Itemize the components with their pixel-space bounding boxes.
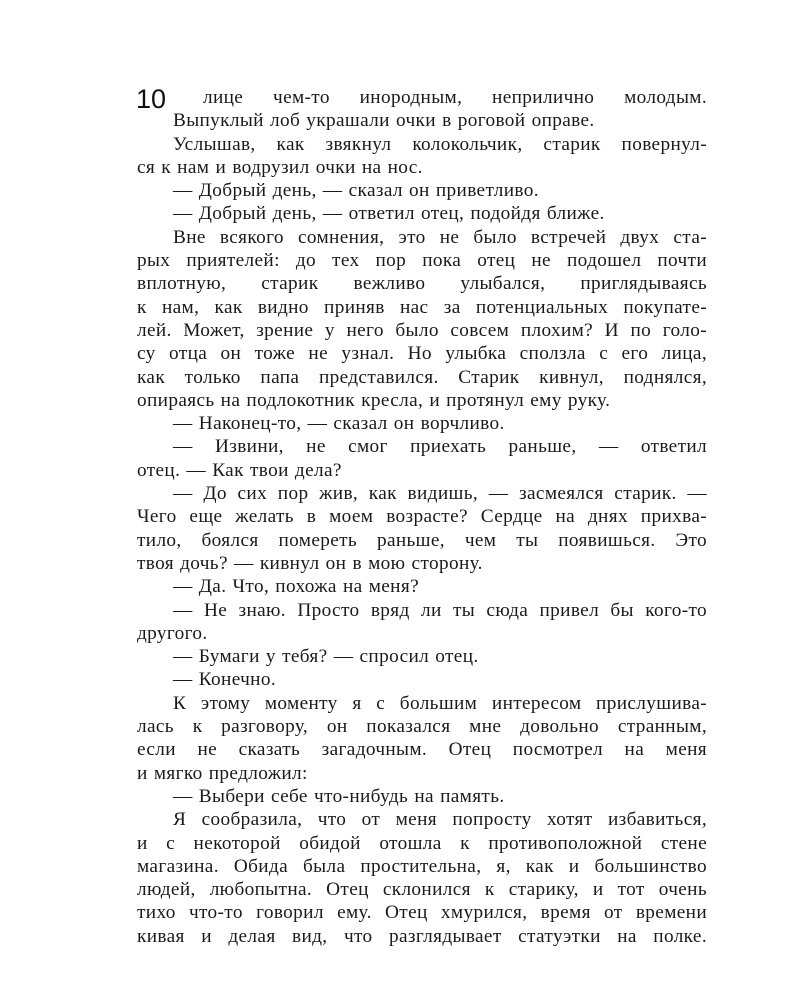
text-line: лице чем-то инородным, неприлично молодым. [203, 87, 707, 108]
text-line: К этому моменту я с большим интересом прислушива- [173, 692, 707, 714]
text-line: Услышав, как звякнул колокольчик, старик повернул- [173, 133, 707, 155]
text-line: лась к разговору, он показался мне довольно странным, [137, 716, 707, 738]
text-line: Выпуклый лоб украшали очки в роговой оправе. [173, 110, 595, 132]
text-line: лей. Может, зрение у него было совсем плохим? И по голо- [137, 319, 707, 341]
text-line: су отца он тоже не узнал. Но улыбка сползла с его лица, [137, 343, 707, 365]
text-line: опираясь на подлокотник кресла, и протянул ему руку. [137, 389, 611, 411]
text-line: другого. [137, 622, 208, 644]
text-line: ся к нам и водрузил очки на нос. [137, 156, 423, 178]
page-number: 10 [136, 84, 167, 114]
text-line: — Конечно. [173, 669, 277, 691]
body-text [137, 86, 707, 948]
text-line: твоя дочь? — кивнул он в мою сторону. [137, 552, 483, 574]
text-line: и с некоторой обидой отошла к противоположной стене [137, 832, 707, 854]
text-line: как только папа представился. Старик кивнул, поднялся, [137, 366, 707, 388]
text-line: вплотную, старик вежливо улыбался, приглядываясь [137, 273, 707, 295]
text-line: — Бумаги у тебя? — спросил отец. [173, 646, 479, 668]
text-line: тихо что-то говорил ему. Отец хмурился, время от времени [137, 902, 707, 924]
text-line: Чего еще желать в моем возрасте? Сердце на днях прихва- [137, 506, 707, 528]
text-line: — Да. Что, похожа на меня? [173, 576, 419, 598]
text-line: — Добрый день, — ответил отец, подойдя ближе. [173, 203, 605, 225]
text-line: магазина. Обида была простительна, я, как и большинство [137, 855, 707, 877]
text-line: Я сообразила, что от меня попросту хотят избавиться, [173, 809, 707, 831]
text-line: если не сказать загадочным. Отец посмотрел на меня [137, 739, 707, 761]
text-line: — Выбери себе что-нибудь на память. [173, 785, 505, 807]
text-line: Вне всякого сомнения, это не было встречей двух ста- [173, 226, 707, 248]
text-line: — До сих пор жив, как видишь, — засмеялся старик. — [173, 483, 707, 505]
text-line: — Не знаю. Просто вряд ли ты сюда привел бы кого-то [173, 599, 707, 621]
text-line: — Наконец-то, — сказал он ворчливо. [173, 413, 505, 435]
text-line: кивая и делая вид, что разглядывает статуэтки на полке. [137, 925, 707, 947]
text-line: к нам, как видно приняв нас за потенциальных покупате- [137, 296, 707, 318]
text-line: тило, боялся помереть раньше, чем ты появишься. Это [137, 529, 707, 551]
text-line: — Извини, не смог приехать раньше, — ответил [173, 436, 707, 458]
text-line: — Добрый день, — сказал он приветливо. [173, 180, 539, 202]
text-line: людей, любопытна. Отец склонился к старику, и тот очень [137, 879, 707, 901]
text-line: отец. — Как твои дела? [137, 459, 342, 481]
text-line: рых приятелей: до тех пор пока отец не подошел почти [137, 250, 707, 272]
text-line: и мягко предложил: [137, 762, 308, 784]
